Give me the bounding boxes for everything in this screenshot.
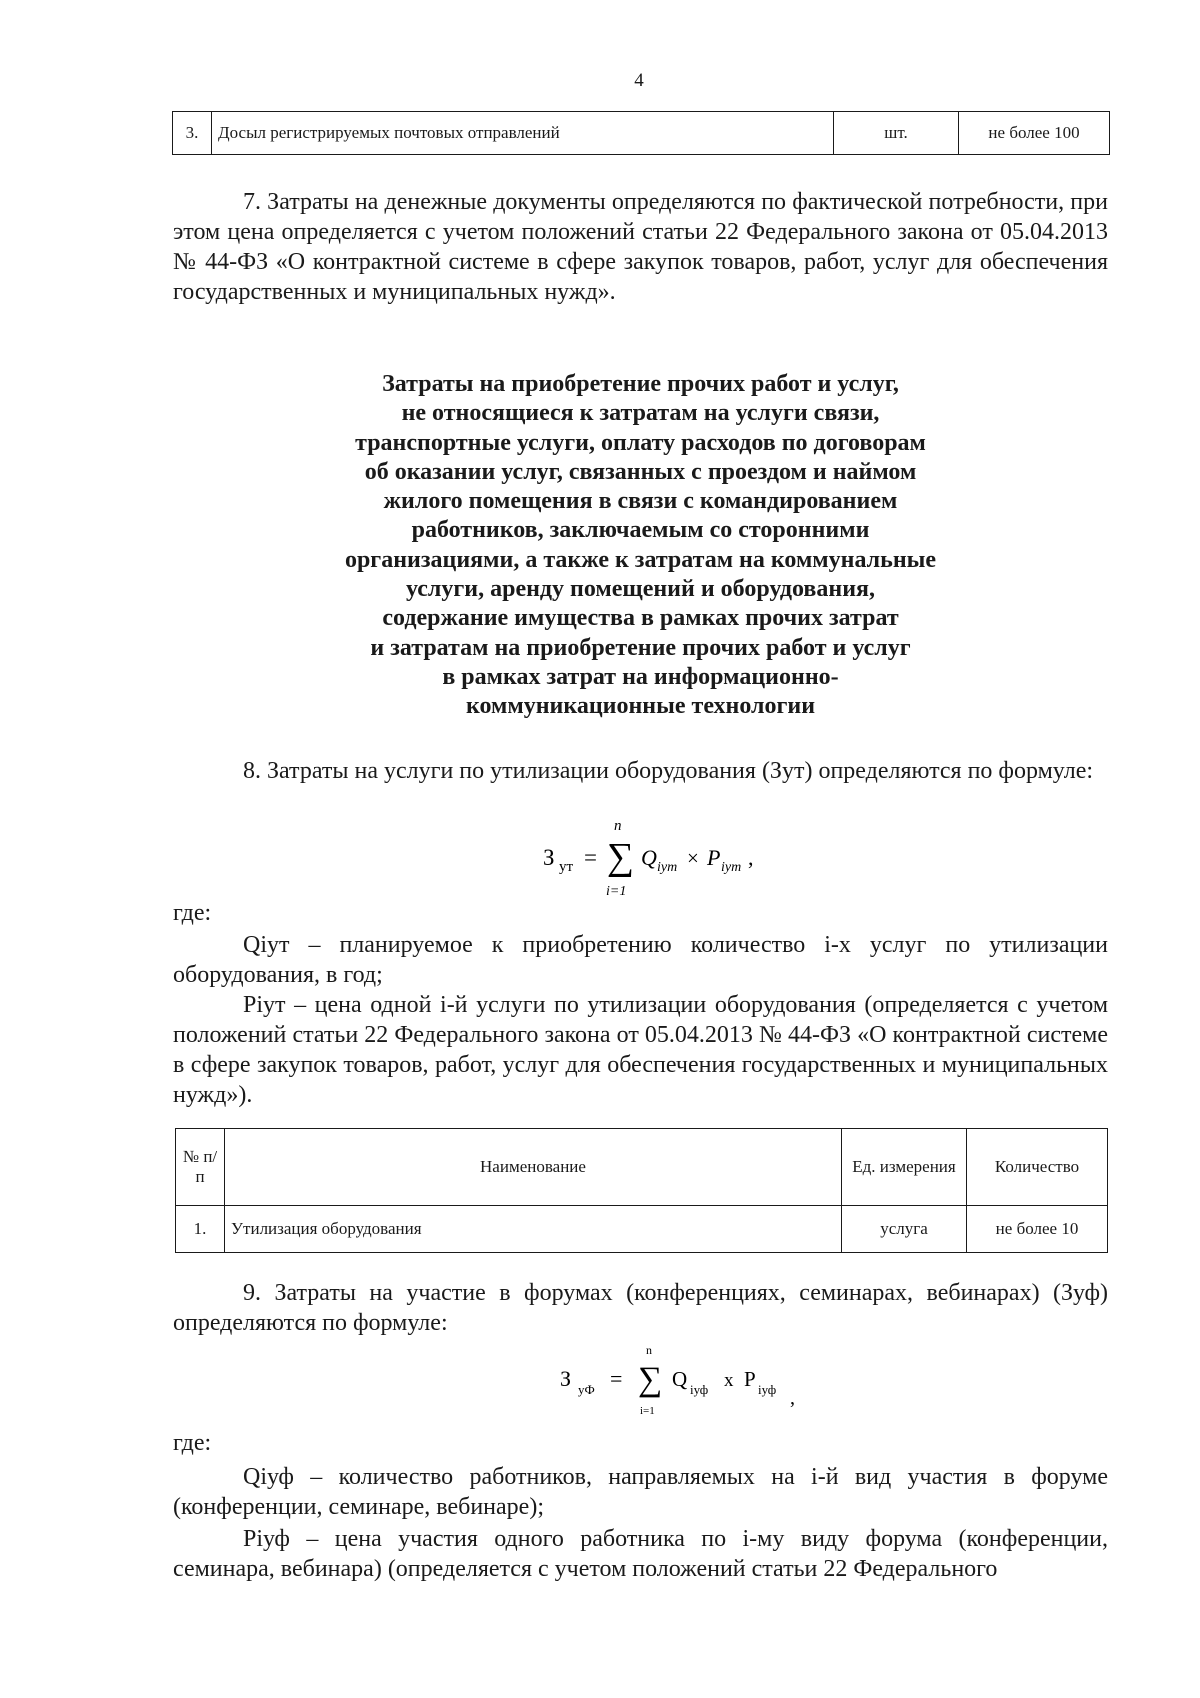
heading-line: коммуникационные технологии: [465, 693, 816, 720]
sum-symbol: ∑: [638, 1361, 663, 1398]
formula-lhs-subscript: ут: [559, 859, 574, 875]
header-name: Наименование: [225, 1129, 842, 1206]
sum-lower-limit: i=1: [640, 1405, 655, 1417]
item-name: Утилизация оборудования: [225, 1206, 842, 1253]
heading-line: жилого помещения в связи с командированием: [383, 488, 898, 515]
formula-q-subscript: iут: [657, 860, 678, 875]
definition-p-utilization: Piут – цена одной i-й услуги по утилизации оборудования (определяется с учетом положений статьи 22 Федерального закона от 05.04.2013 № 44-ФЗ «О контрактной системе в сфере закупок товаров, работ, услуг для обеспечения государственных и муниципальных нужд»).: [173, 992, 1108, 1108]
section-heading: [173, 370, 1108, 722]
formula-times: x: [724, 1370, 734, 1391]
heading-line: работников, заключаемым со сторонними: [411, 517, 870, 544]
cost-table-continuation: [172, 111, 1110, 155]
formula-lhs-subscript: уФ: [578, 1382, 595, 1397]
heading-line: организациями, а также к затратам на коммунальные: [344, 546, 937, 573]
sum-lower-limit: i=1: [606, 884, 627, 899]
heading-line: Затраты на приобретение прочих работ и услуг,: [382, 371, 899, 397]
heading-line: в рамках затрат на информационно-: [442, 663, 839, 690]
formula-equals: =: [610, 1366, 623, 1391]
formula-comma: ,: [790, 1387, 795, 1409]
utilization-formula: [543, 818, 773, 908]
heading-line: услуги, аренду помещений и оборудования,: [405, 576, 876, 603]
row-number: 3.: [173, 112, 212, 155]
heading-line: об оказании услуг, связанных с проездом и наймом: [364, 458, 917, 485]
formula-q-subscript: iуф: [690, 1382, 709, 1397]
formula-comma: ,: [748, 845, 754, 870]
heading-line: транспортные услуги, оплату расходов по договорам: [355, 429, 926, 456]
header-number: № п/п: [176, 1129, 225, 1206]
formula-p-subscript: iуф: [758, 1382, 777, 1397]
paragraph-8: 8. Затраты на услуги по утилизации оборудования (Зут) определяются по формуле:: [243, 758, 1094, 784]
item-quantity: не более 100: [959, 112, 1110, 155]
formula-p-subscript: iут: [721, 860, 742, 875]
heading-line: содержание имущества в рамках прочих затрат: [382, 605, 899, 632]
formula-p: P: [744, 1367, 756, 1391]
page-number: 4: [634, 70, 644, 91]
definition-q-utilization: Qiут – планируемое к приобретению количество i-х услуг по утилизации оборудования, в год;: [173, 932, 1108, 988]
definition-q-forum: Qiуф – количество работников, направляемых на i-й вид участия в форуме (конференции, семинаре, вебинаре);: [173, 1464, 1108, 1520]
item-unit: шт.: [834, 112, 959, 155]
row-number: 1.: [176, 1206, 225, 1253]
formula-q: Q: [672, 1367, 688, 1391]
paragraph-7: 7. Затраты на денежные документы определяются по фактической потребности, при этом цена определяется с учетом положений статьи 22 Федерального закона от 05.04.2013 № 44-ФЗ «О контрактной системе в сфере закупок товаров, работ, услуг для обеспечения государственных и муниципальных нужд».: [173, 189, 1108, 305]
header-quantity: Количество: [967, 1129, 1108, 1206]
forum-formula: [560, 1342, 800, 1432]
table-row: [173, 112, 1110, 155]
definition-p-forum: Piуф – цена участия одного работника по i-му виду форума (конференции, семинара, вебинара) (определяется с учетом положений статьи 22 Федерального: [173, 1526, 1108, 1582]
formula-q: Q: [641, 845, 657, 870]
table-row: [176, 1206, 1108, 1253]
sum-symbol: ∑: [607, 836, 635, 878]
table-header-row: [176, 1129, 1108, 1206]
header-unit: Ед. измерения: [842, 1129, 967, 1206]
formula-p: P: [707, 845, 721, 870]
sum-upper-limit: n: [614, 818, 622, 834]
item-unit: услуга: [842, 1206, 967, 1253]
item-name: Досыл регистрируемых почтовых отправлений: [212, 112, 834, 155]
formula-lhs: З: [560, 1366, 572, 1391]
formula-times: ×: [687, 846, 699, 870]
where-label: где:: [173, 1430, 212, 1456]
where-label: где:: [173, 900, 212, 926]
item-quantity: не более 10: [967, 1206, 1108, 1253]
paragraph-9: 9. Затраты на участие в форумах (конференциях, семинарах, вебинарах) (Зуф) определяются по формуле:: [173, 1280, 1108, 1336]
utilization-table: [175, 1128, 1108, 1253]
heading-line: не относящиеся к затратам на услуги связи,: [401, 400, 880, 427]
formula-equals: =: [584, 845, 597, 870]
sum-upper-limit: n: [646, 1343, 652, 1357]
formula-lhs: З: [543, 845, 555, 870]
heading-line: и затратам на приобретение прочих работ и услуг: [370, 634, 911, 661]
